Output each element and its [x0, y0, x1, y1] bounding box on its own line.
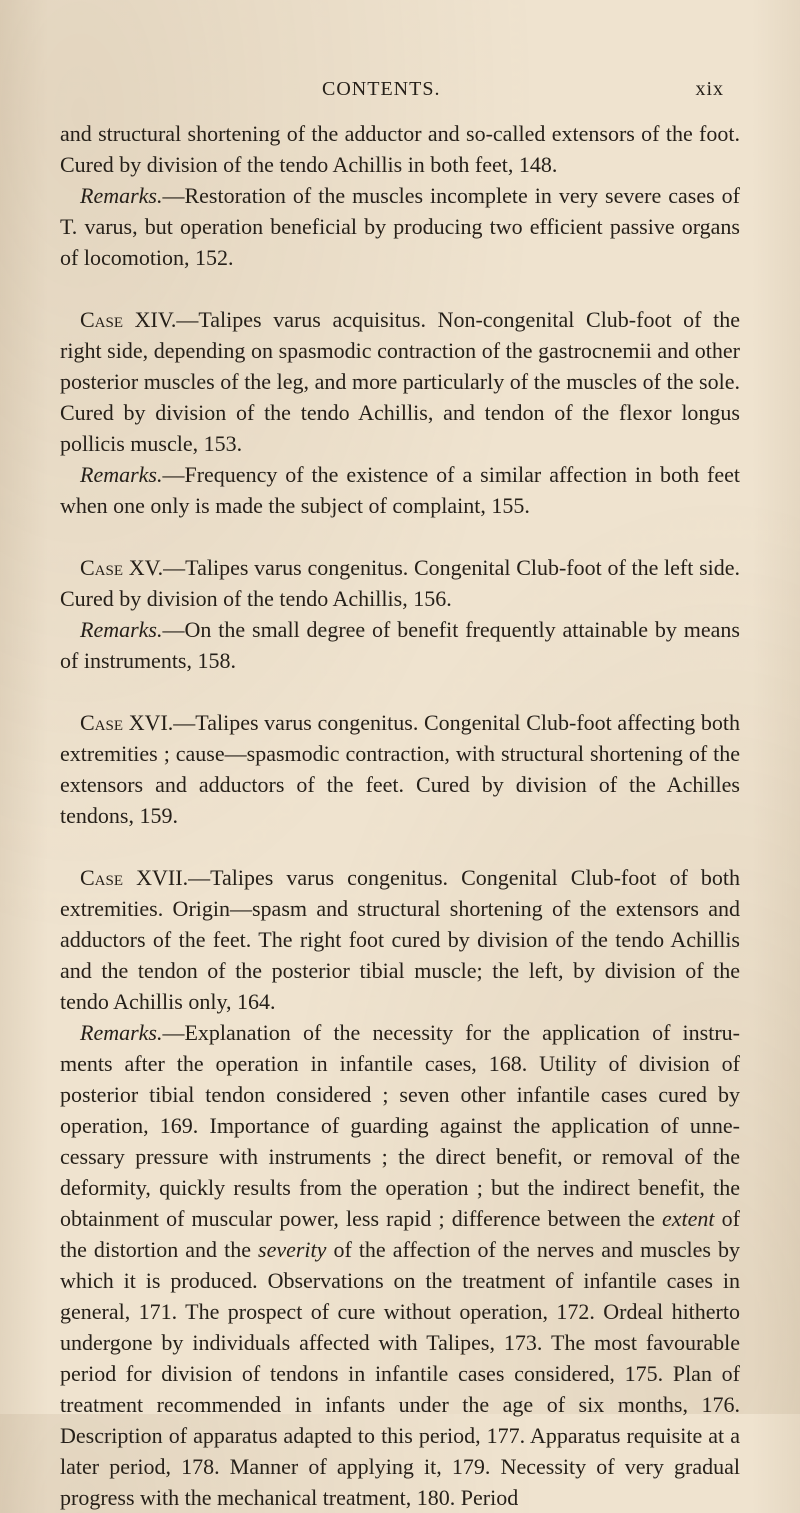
paragraph-text: —Talipes varus congenitus. Congenital Club-foot affecting both extremities ; cause—spasmodic contraction, with structural shortening of the extensors and adductors of the feet. Cured by division of the Achilles tendons, 159. [60, 710, 740, 828]
emphasis-word: extent [662, 1206, 715, 1231]
case-label: Case [80, 555, 124, 580]
paragraph-remarks [60, 459, 740, 521]
paragraph-text: of the distortion and the [60, 1206, 740, 1262]
paragraph-text: —Talipes varus congenitus. Congenital Club-foot of both extremities. Origin—spasm and structural shortening of the extensors and adductors of the feet. The right foot cured by division of the tendo Achillis and the tendon of the posterior tibial muscle; the left, by division of the tendo Achillis only, 164. [60, 865, 741, 1014]
case-label: Case [80, 865, 124, 890]
running-head-title: CONTENTS. [322, 78, 441, 100]
remarks-label: Remarks. [80, 183, 163, 208]
contents-text [60, 118, 740, 1513]
remarks-label: Remarks. [80, 617, 163, 642]
paragraph-remarks [60, 180, 740, 273]
emphasis-word: severity [258, 1237, 327, 1262]
book-page [60, 0, 741, 1510]
paragraph-text: and structural shortening of the adductor and so-called extensors of the foot. Cured by division of the tendo Achillis in both feet, 148. [60, 121, 740, 177]
remarks-label: Remarks. [80, 1020, 163, 1045]
paragraph-text: of the affection of the nerves and muscles by which it is produced. Observations on the treatment of infantile cases in general, 171. The prospect of cure without operation, 172. Ordeal hitherto undergone by individuals affected with Talipes, 173. The most favourable period for division of tendons in infantile cases considered, 175. Plan of treatment recommended in infants under the age of six months, 176. Description of apparatus adapted to this period, 177. Apparatus requisite at a later period, 178. Manner of applying it, 179. Necessity of very gradual progress with the mechanical treatment, 180. Period [60, 1237, 740, 1510]
paragraph-case-xvi [60, 707, 740, 831]
case-number: XIV. [134, 307, 177, 332]
paragraph-text: —Explanation of the necessity for the application of instru- ments after the operation in infantile cases, 168. Utility of division of posterior tibial tendon considered ; seven other infantile cases cured by operation, 169. Importance of guarding against the application of unne- cessary pressure with instruments ; the direct benefit, or removal of the deformity, quickly results from the operation ; but the indirect benefit, the obtainment of muscular power, less rapid ; difference between the [60, 1020, 740, 1231]
paragraph-remarks [60, 614, 740, 676]
case-number: XVI. [128, 710, 174, 735]
paragraph-text: —Talipes varus congenitus. Congenital Club-foot of the left side. Cured by division of the tendo Achillis, 156. [60, 555, 741, 611]
remarks-label: Remarks. [80, 462, 163, 487]
paragraph-remarks [60, 1017, 740, 1513]
case-label: Case [80, 710, 124, 735]
paragraph-continuation [60, 118, 740, 180]
case-number: XVII. [136, 865, 189, 890]
case-number: XV. [128, 555, 164, 580]
paragraph-case-xv [60, 552, 740, 614]
paragraph-text: —Restoration of the muscles incomplete in very severe cases of T. varus, but operation beneficial by producing two efficient passive organs of locomotion, 152. [60, 183, 740, 270]
paragraph-case-xiv [60, 304, 740, 459]
paragraph-text: —Frequency of the existence of a similar affection in both feet when one only is made the subject of complaint, 155. [60, 462, 740, 518]
case-label: Case [80, 307, 124, 332]
paragraph-case-xvii [60, 862, 740, 1017]
page-number: xix [695, 78, 724, 100]
paragraph-text: —Talipes varus acquisitus. Non-congenital Club-foot of the right side, depending on spasmodic contraction of the gastrocnemii and other posterior muscles of the leg, and more particularly of the muscles of the sole. Cured by division of the tendo Achillis, and tendon of the flexor longus pollicis muscle, 153. [60, 307, 740, 456]
running-head [60, 78, 740, 108]
paragraph-text: —On the small degree of benefit frequently attainable by means of instruments, 158. [60, 617, 740, 673]
